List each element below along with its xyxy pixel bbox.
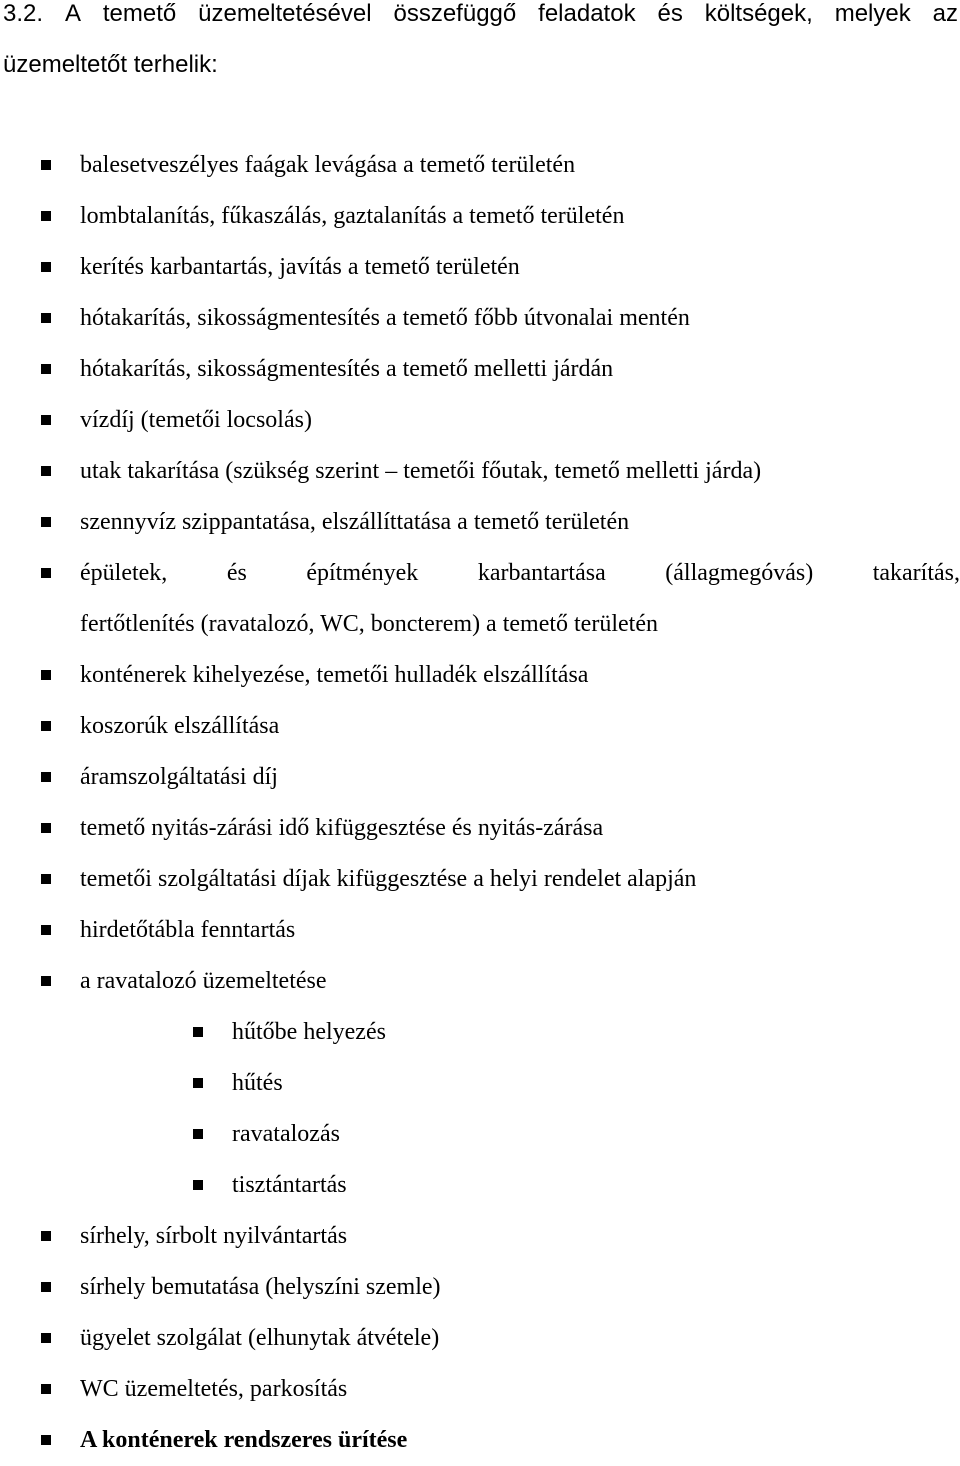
square-bullet-icon	[193, 1180, 203, 1190]
square-bullet-icon	[41, 1384, 51, 1394]
square-bullet-icon	[41, 517, 51, 527]
list-item-text: sírhely, sírbolt nyilvántartás	[80, 1223, 348, 1249]
list-item-text: szennyvíz szippantatása, elszállíttatása a temető területén	[80, 509, 630, 535]
section-heading	[0, 0, 960, 78]
list-item	[0, 1211, 960, 1262]
square-bullet-icon	[41, 1435, 51, 1445]
list-item	[0, 905, 960, 956]
square-bullet-icon	[41, 670, 51, 680]
list-item	[0, 446, 960, 497]
square-bullet-icon	[41, 415, 51, 425]
square-bullet-icon	[193, 1027, 203, 1037]
heading-word: összefüggő	[393, 0, 517, 27]
list-item-text: kerítés karbantartás, javítás a temető területén	[80, 254, 520, 280]
list-item-text: ügyelet szolgálat (elhunytak átvétele)	[80, 1325, 440, 1351]
sub-list-item-text: ravatalozás	[232, 1121, 340, 1147]
square-bullet-icon	[41, 313, 51, 323]
list-item-word: épületek,	[80, 560, 168, 586]
square-bullet-icon	[41, 1231, 51, 1241]
square-bullet-icon	[41, 976, 51, 986]
list-item	[0, 497, 960, 548]
square-bullet-icon	[41, 262, 51, 272]
list-item-text: konténerek kihelyezése, temetői hulladék elszállítása	[80, 662, 589, 688]
list-item-text: lombtalanítás, fűkaszálás, gaztalanítás a temető területén	[80, 203, 625, 229]
square-bullet-icon	[193, 1078, 203, 1088]
list-item	[0, 191, 960, 242]
list-item-word: és	[226, 560, 247, 586]
list-item	[0, 701, 960, 752]
sub-list-item-text: tisztántartás	[232, 1172, 347, 1198]
heading-word: és	[657, 0, 683, 27]
sub-list-item	[0, 1007, 960, 1058]
list-item-line-2: fertőtlenítés (ravatalozó, WC, boncterem) a temető területén	[80, 611, 658, 637]
list-item-text: WC üzemeltetés, parkosítás	[80, 1376, 348, 1402]
heading-word: üzemeltetésével	[198, 0, 372, 27]
list-item	[0, 1415, 960, 1466]
sub-list-item	[0, 1058, 960, 1109]
list-item	[0, 650, 960, 701]
square-bullet-icon	[41, 160, 51, 170]
list-item	[0, 548, 960, 650]
list-item-text	[80, 548, 960, 650]
list-item-text: hirdetőtábla fenntartás	[80, 917, 296, 943]
list-item-text: áramszolgáltatási díj	[80, 764, 278, 790]
square-bullet-icon	[41, 568, 51, 578]
list-item	[0, 956, 960, 1007]
square-bullet-icon	[41, 874, 51, 884]
square-bullet-icon	[41, 925, 51, 935]
list-item-word: építmények	[306, 560, 419, 586]
list-item-text: koszorúk elszállítása	[80, 713, 280, 739]
list-item	[0, 1262, 960, 1313]
list-item-text: utak takarítása (szükség szerint – temetői főutak, temető melletti járda)	[80, 458, 762, 484]
list-item-word: (állagmegóvás)	[665, 560, 814, 586]
heading-word: A	[64, 0, 81, 27]
task-list	[0, 140, 960, 1466]
section-number: 3.2.	[3, 0, 44, 27]
square-bullet-icon	[41, 721, 51, 731]
list-item	[0, 242, 960, 293]
heading-word: költségek,	[704, 0, 813, 27]
list-item	[0, 1313, 960, 1364]
list-item	[0, 803, 960, 854]
square-bullet-icon	[41, 772, 51, 782]
list-item-text: vízdíj (temetői locsolás)	[80, 407, 312, 433]
list-item-text: balesetveszélyes faágak levágása a temető területén	[80, 152, 576, 178]
square-bullet-icon	[41, 1282, 51, 1292]
list-item-word: karbantartása	[477, 560, 606, 586]
list-item	[0, 854, 960, 905]
square-bullet-icon	[193, 1129, 203, 1139]
list-item-word: takarítás,	[872, 560, 960, 586]
section-heading-line-2: üzemeltetőt terhelik:	[3, 51, 218, 78]
heading-word: feladatok	[538, 0, 636, 27]
list-item-text: a ravatalozó üzemeltetése	[80, 968, 327, 994]
list-item-text: hótakarítás, sikosságmentesítés a temető főbb útvonalai mentén	[80, 305, 690, 331]
sub-list-item	[0, 1160, 960, 1211]
list-item	[0, 395, 960, 446]
list-item	[0, 293, 960, 344]
heading-word: melyek	[834, 0, 911, 27]
list-item	[0, 752, 960, 803]
sub-list-item-text: hűtés	[232, 1070, 283, 1096]
list-item	[0, 344, 960, 395]
square-bullet-icon	[41, 823, 51, 833]
list-item-text-bold: A konténerek rendszeres ürítése	[80, 1427, 408, 1453]
list-item	[0, 140, 960, 191]
list-item-text: hótakarítás, sikosságmentesítés a temető melletti járdán	[80, 356, 614, 382]
list-item-text: sírhely bemutatása (helyszíni szemle)	[80, 1274, 441, 1300]
heading-word: az	[932, 0, 958, 27]
square-bullet-icon	[41, 1333, 51, 1343]
section-heading-line-1	[0, 0, 960, 27]
list-item-text: temető nyitás-zárási idő kifüggesztése és nyitás-zárása	[80, 815, 604, 841]
sub-list-item	[0, 1109, 960, 1160]
square-bullet-icon	[41, 466, 51, 476]
square-bullet-icon	[41, 364, 51, 374]
sub-list-item-text: hűtőbe helyezés	[232, 1019, 386, 1045]
list-item	[0, 1364, 960, 1415]
list-item-line-1	[80, 548, 960, 599]
heading-word: temető	[102, 0, 177, 27]
square-bullet-icon	[41, 211, 51, 221]
list-item-text: temetői szolgáltatási díjak kifüggesztése a helyi rendelet alapján	[80, 866, 697, 892]
